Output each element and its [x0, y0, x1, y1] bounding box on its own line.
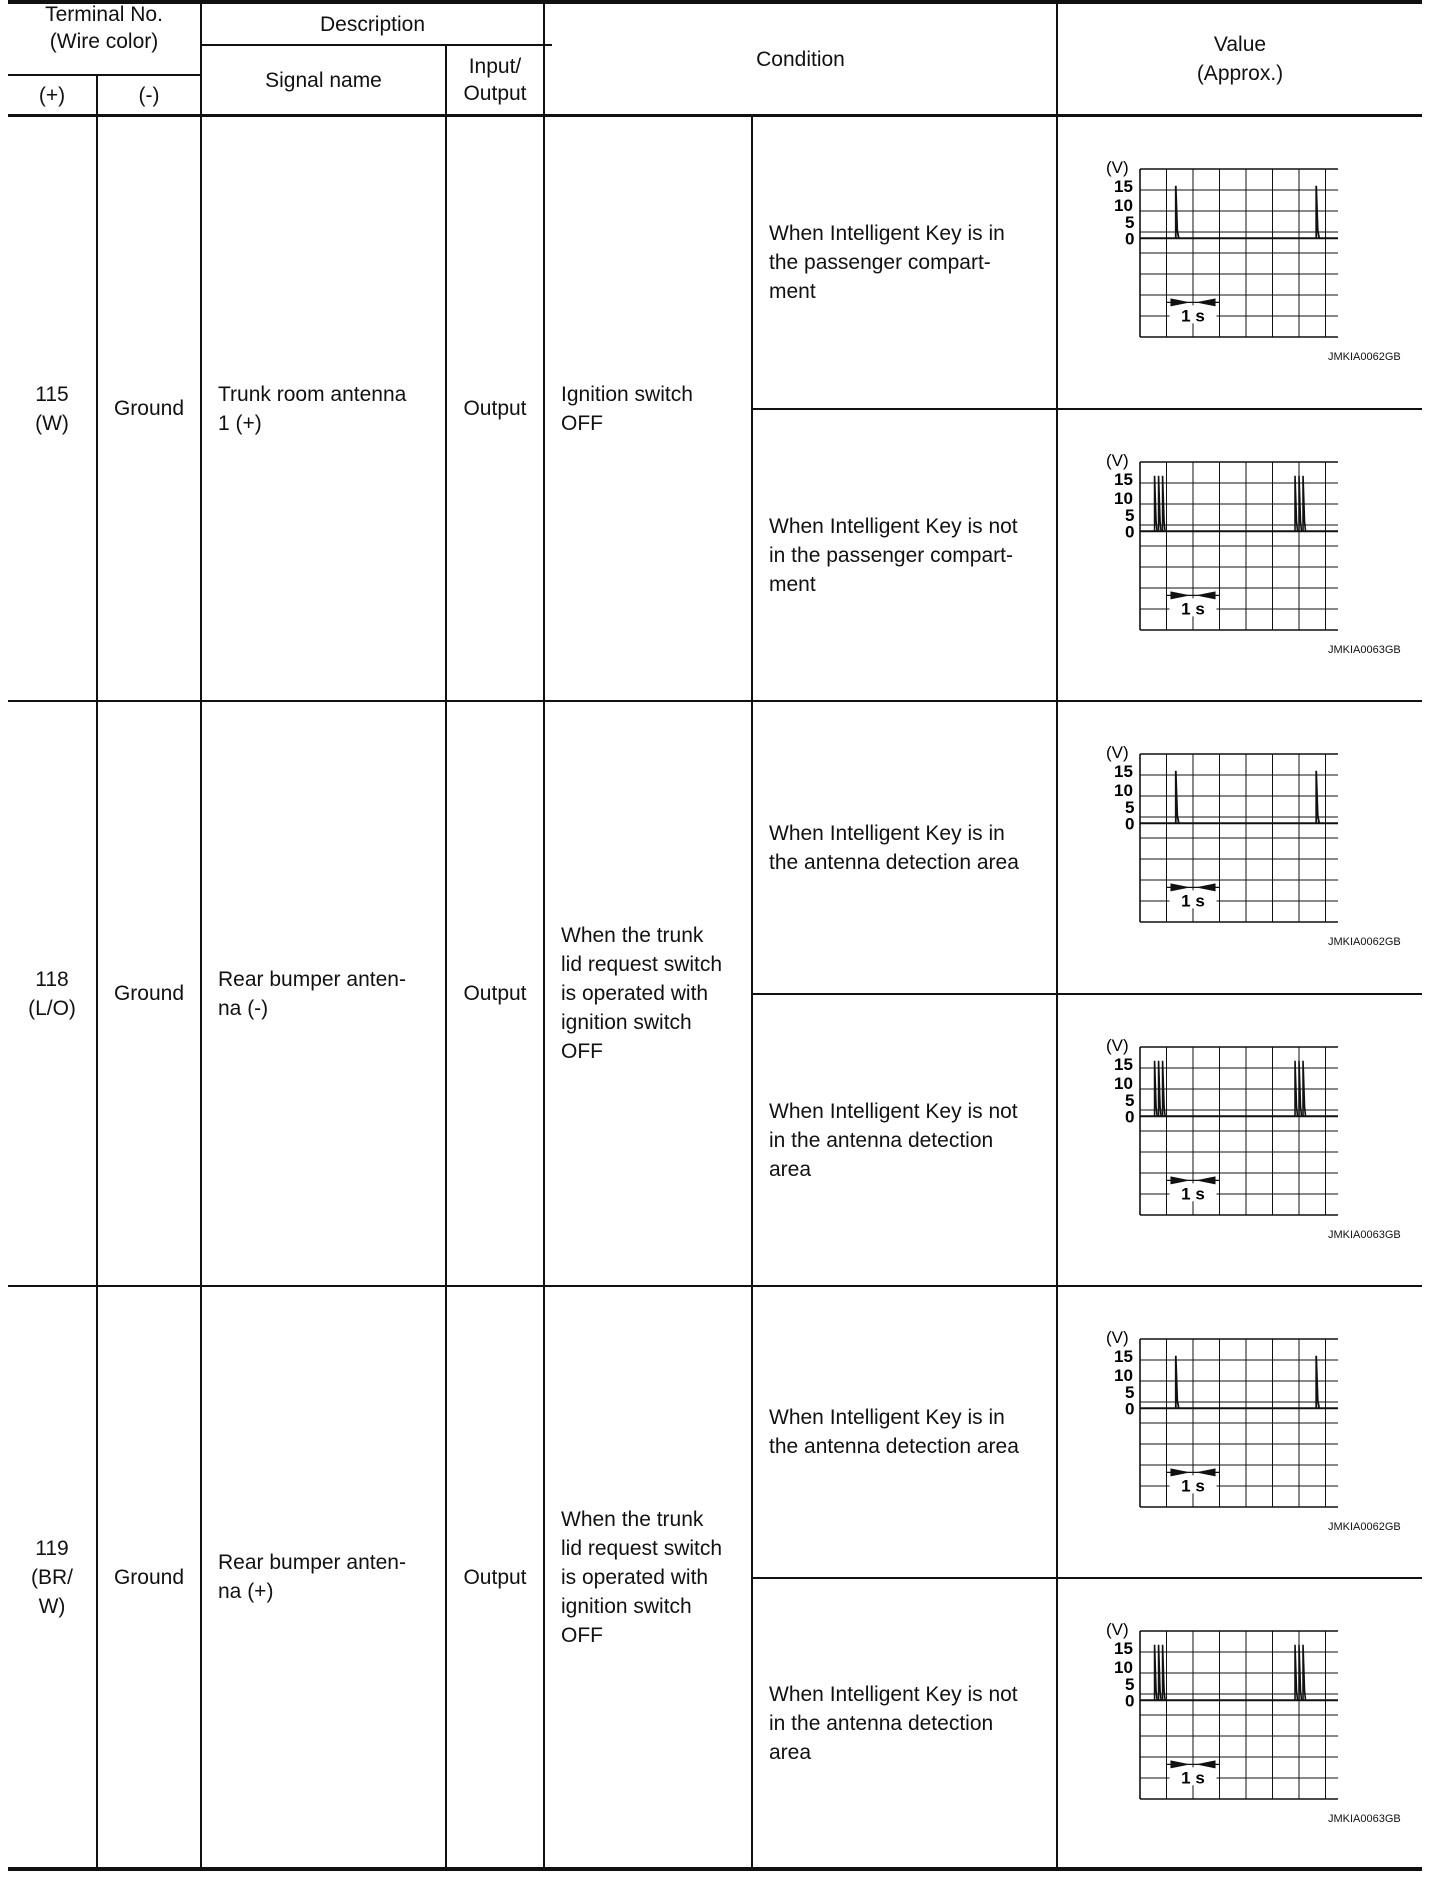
terminal-no-header — [8, 3, 200, 53]
svg-text:5: 5 — [1125, 212, 1135, 232]
condition-line: ignition switch — [561, 1011, 692, 1034]
sub-condition-cell — [753, 995, 1056, 1285]
svg-text:5: 5 — [1125, 797, 1135, 817]
figure-code: JMKIA0063GB — [1328, 644, 1401, 656]
terminal-no-label: Terminal No. — [45, 3, 163, 26]
figure-code: JMKIA0063GB — [1328, 1229, 1401, 1241]
sub-condition-line: area — [769, 1740, 812, 1764]
condition-line: OFF — [561, 1623, 603, 1647]
svg-text:0: 0 — [1125, 1107, 1135, 1127]
condition-line: lid request switch — [561, 1536, 723, 1560]
sub-condition-cell — [753, 702, 1056, 993]
value-label-1: Value — [1213, 33, 1267, 56]
signal-line: 1 (+) — [218, 411, 262, 435]
sub-condition-line: When Intelligent Key is in — [769, 1406, 1005, 1429]
sub-condition-line: ment — [769, 280, 816, 303]
wire-color: (W) — [35, 411, 69, 435]
signal-line: Rear bumper anten- — [218, 1551, 406, 1574]
sub-condition-line: ment — [769, 572, 816, 596]
description-header: Description — [319, 12, 426, 36]
sub-condition-line: When Intelligent Key is not — [769, 1099, 1018, 1123]
io-header — [447, 46, 543, 114]
condition-line: OFF — [561, 1040, 603, 1063]
svg-text:10: 10 — [1114, 489, 1133, 508]
waveform-graph — [1098, 1031, 1338, 1221]
svg-text:10: 10 — [1114, 196, 1133, 215]
svg-text:15: 15 — [1114, 1055, 1133, 1075]
value-label-2: (Approx.) — [1196, 62, 1284, 85]
svg-text:(V): (V) — [1106, 1620, 1129, 1639]
svg-text:5: 5 — [1125, 1674, 1135, 1694]
pulse — [1176, 186, 1179, 239]
svg-text:15: 15 — [1114, 762, 1133, 782]
condition-line: is operated with — [561, 1565, 709, 1589]
signal-line: Rear bumper anten- — [218, 967, 406, 991]
svg-text:0: 0 — [1125, 1399, 1135, 1419]
sub-condition-line: the antenna detection area — [769, 850, 1019, 874]
terminal-number: 118 — [35, 967, 69, 991]
figure-code: JMKIA0062GB — [1328, 1521, 1401, 1533]
svg-text:10: 10 — [1114, 1658, 1133, 1677]
sub-condition-line: When Intelligent Key is in — [769, 821, 1005, 845]
pulse — [1316, 186, 1319, 239]
io-label-1: Input/ — [468, 55, 522, 78]
terminal-number: 115 — [35, 382, 69, 406]
condition-line: is operated with — [561, 982, 709, 1005]
sub-condition-line: in the antenna detection — [769, 1128, 994, 1152]
waveform-graph — [1098, 738, 1338, 928]
plus-header: (+) — [38, 83, 66, 107]
col-divider — [1056, 4, 1058, 1869]
signal-line: na (+) — [218, 1580, 274, 1603]
condition-line: Ignition switch — [561, 382, 693, 406]
figure-code: JMKIA0062GB — [1328, 351, 1401, 363]
sub-condition-line: When Intelligent Key is not — [769, 514, 1018, 538]
sub-condition-cell — [753, 117, 1056, 408]
figure-code: JMKIA0063GB — [1328, 1813, 1401, 1825]
svg-text:10: 10 — [1114, 1074, 1133, 1093]
svg-text:(V): (V) — [1106, 158, 1129, 177]
waveform-graph — [1098, 153, 1338, 343]
svg-text:1 s: 1 s — [1181, 891, 1205, 911]
svg-text:1 s: 1 s — [1181, 599, 1205, 619]
signal-line: Trunk room antenna — [218, 382, 407, 406]
condition-cell — [545, 117, 751, 700]
io-cell: Output — [463, 982, 527, 1005]
terminal-number: 119 — [35, 1536, 69, 1560]
svg-text:0: 0 — [1125, 522, 1135, 542]
minus-cell: Ground — [113, 397, 185, 420]
svg-text:5: 5 — [1125, 1090, 1135, 1110]
svg-text:1 s: 1 s — [1181, 1768, 1205, 1788]
wire-color: (BR/ — [31, 1565, 73, 1589]
value-header — [1058, 4, 1422, 114]
waveform-graph — [1098, 1615, 1338, 1805]
pulse — [1316, 1356, 1319, 1409]
condition-line: OFF — [561, 411, 603, 435]
signal-name-cell — [202, 702, 445, 1285]
condition-cell — [545, 1287, 751, 1867]
svg-text:1 s: 1 s — [1181, 306, 1205, 326]
terminal-cell — [8, 702, 96, 1285]
pulse — [1176, 1356, 1179, 1409]
sub-condition-line: When Intelligent Key is in — [769, 222, 1005, 245]
terminal-cell — [8, 1287, 96, 1867]
bottom-rule — [8, 1867, 1422, 1871]
signal-name-cell — [202, 1287, 445, 1867]
svg-text:(V): (V) — [1106, 743, 1129, 762]
sub-condition-line: the passenger compart- — [769, 251, 991, 274]
sub-condition-cell — [753, 1579, 1056, 1867]
waveform-graph — [1098, 1323, 1338, 1513]
minus-cell: Ground — [113, 1565, 185, 1589]
sub-condition-line: area — [769, 1157, 812, 1181]
minus-header: (-) — [138, 83, 160, 107]
waveform-graph — [1098, 446, 1338, 636]
svg-text:0: 0 — [1125, 1691, 1135, 1711]
svg-text:10: 10 — [1114, 1366, 1133, 1385]
signal-line: na (-) — [218, 996, 269, 1020]
wire-color-label: (Wire color) — [49, 30, 159, 53]
svg-text:15: 15 — [1114, 470, 1133, 490]
svg-text:(V): (V) — [1106, 1328, 1129, 1347]
signal-name-header: Signal name — [265, 68, 382, 92]
svg-text:15: 15 — [1114, 1347, 1133, 1367]
terminal-cell — [8, 117, 96, 700]
svg-text:0: 0 — [1125, 814, 1135, 834]
pulse — [1316, 771, 1319, 824]
condition-cell — [545, 702, 751, 1285]
svg-text:10: 10 — [1114, 781, 1133, 800]
svg-text:15: 15 — [1114, 177, 1133, 197]
wire-color: (L/O) — [28, 996, 76, 1020]
signal-name-cell — [202, 117, 445, 700]
sub-condition-cell — [753, 1287, 1056, 1577]
condition-line: When the trunk — [561, 924, 704, 947]
svg-text:1 s: 1 s — [1181, 1476, 1205, 1496]
svg-text:1 s: 1 s — [1181, 1184, 1205, 1204]
condition-header: Condition — [756, 47, 845, 71]
sub-condition-cell — [753, 410, 1056, 700]
sub-condition-line: the antenna detection area — [769, 1435, 1019, 1458]
svg-text:5: 5 — [1125, 1382, 1135, 1402]
sub-condition-line: in the antenna detection — [769, 1711, 994, 1735]
sub-condition-line: When Intelligent Key is not — [769, 1682, 1018, 1706]
minus-cell: Ground — [113, 982, 185, 1005]
condition-line: When the trunk — [561, 1507, 704, 1531]
terminal-table — [8, 0, 1422, 1880]
svg-text:15: 15 — [1114, 1639, 1133, 1659]
svg-text:(V): (V) — [1106, 1036, 1129, 1055]
pulse — [1176, 771, 1179, 824]
io-label-2: Output — [463, 82, 527, 105]
svg-text:0: 0 — [1125, 229, 1135, 249]
io-cell: Output — [463, 1565, 527, 1589]
condition-line: ignition switch — [561, 1594, 692, 1618]
sub-condition-line: in the passenger compart- — [769, 543, 1013, 567]
figure-code: JMKIA0062GB — [1328, 936, 1401, 948]
svg-text:5: 5 — [1125, 505, 1135, 525]
wire-color: W) — [38, 1594, 66, 1618]
svg-text:(V): (V) — [1106, 451, 1129, 470]
io-cell: Output — [463, 397, 527, 420]
condition-line: lid request switch — [561, 953, 723, 976]
